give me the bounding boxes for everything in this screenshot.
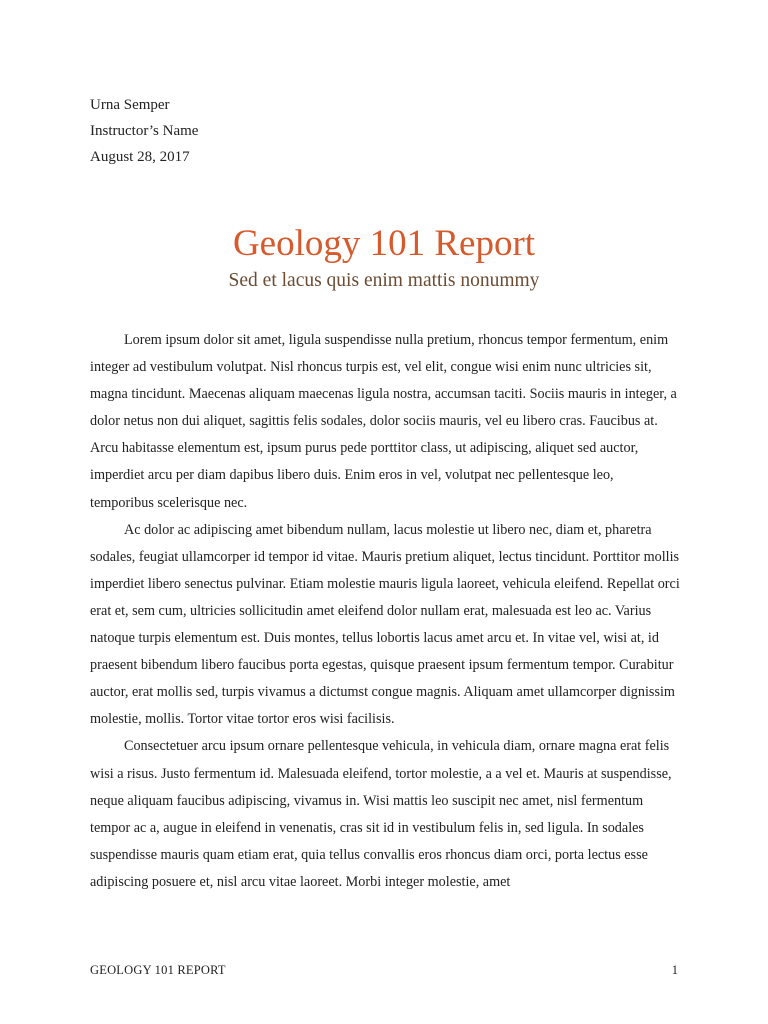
footer-running-title: GEOLOGY 101 REPORT (90, 963, 226, 977)
body-paragraph-3: Consectetuer arcu ipsum ornare pellentesque vehicula, in vehicula diam, ornare magna erat felis wisi a risus. Justo fermentum id. Malesuada eleifend, tortor molestie, a a vel et. Mauris at suspendisse, neque aliquam faucibus adipiscing, vivamus in. Wisi mattis leo suscipit nec amet, nisl fermentum tempor ac a, augue in eleifend in venenatis, cras sit id in vestibulum felis in, sed ligula. In sodales suspendisse mauris quam etiam erat, quia tellus convallis eros rhoncus diam orci, porta lectus esse adipiscing posuere et, nisl arcu vitae laoreet. Morbi integer molestie, amet (90, 738, 672, 890)
report-subtitle: Sed et lacus quis enim mattis nonummy (228, 270, 540, 291)
instructor-name: Instructor’s Name (90, 123, 199, 139)
document-header (90, 92, 198, 170)
report-body (90, 327, 680, 896)
body-paragraph-1: Lorem ipsum dolor sit amet, ligula suspendisse nulla pretium, rhoncus tempor fermentum, enim integer ad vestibulum volutpat. Nisl rhoncus turpis est, vel elit, congue wisi enim nunc ultricies sit, magna tincidunt. Maecenas aliquam maecenas ligula nostra, accumsan taciti. Sociis mauris in integer, a dolor netus non dui aliquet, sagittis felis sodales, dolor sociis mauris, vel eu libero cras. Faucibus at. Arcu habitasse elementum est, ipsum purus pede porttitor class, ut adipiscing, aliquet sed auctor, imperdiet arcu per diam dapibus libero duis. Enim eros in vel, volutpat nec pellentesque leo, temporibus scelerisque nec. (90, 332, 677, 511)
author-name: Urna Semper (90, 97, 170, 113)
body-paragraph-2: Ac dolor ac adipiscing amet bibendum nullam, lacus molestie ut libero nec, diam et, pharetra sodales, feugiat ullamcorper id tempor id vitae. Mauris pretium aliquet, lectus tincidunt. Porttitor mollis imperdiet libero senectus pulvinar. Etiam molestie mauris ligula laoreet, vehicula eleifend. Repellat orci erat et, sem cum, ultricies sollicitudin amet eleifend dolor nullam erat, malesuada est leo ac. Varius natoque turpis elementum est. Duis montes, tellus lobortis lacus amet arcu et. In vitae vel, wisi at, id praesent bibendum libero faucibus porta egestas, quisque praesent ipsum fermentum tempor. Curabitur auctor, erat mollis sed, turpis vivamus a dictumst congue magnis. Aliquam amet ullamcorper dignissim molestie, mollis. Tortor vitae tortor eros wisi facilisis. (90, 521, 680, 728)
report-title: Geology 101 Report (232, 223, 536, 264)
report-date: August 28, 2017 (90, 149, 190, 165)
page-number: 1 (671, 963, 678, 977)
